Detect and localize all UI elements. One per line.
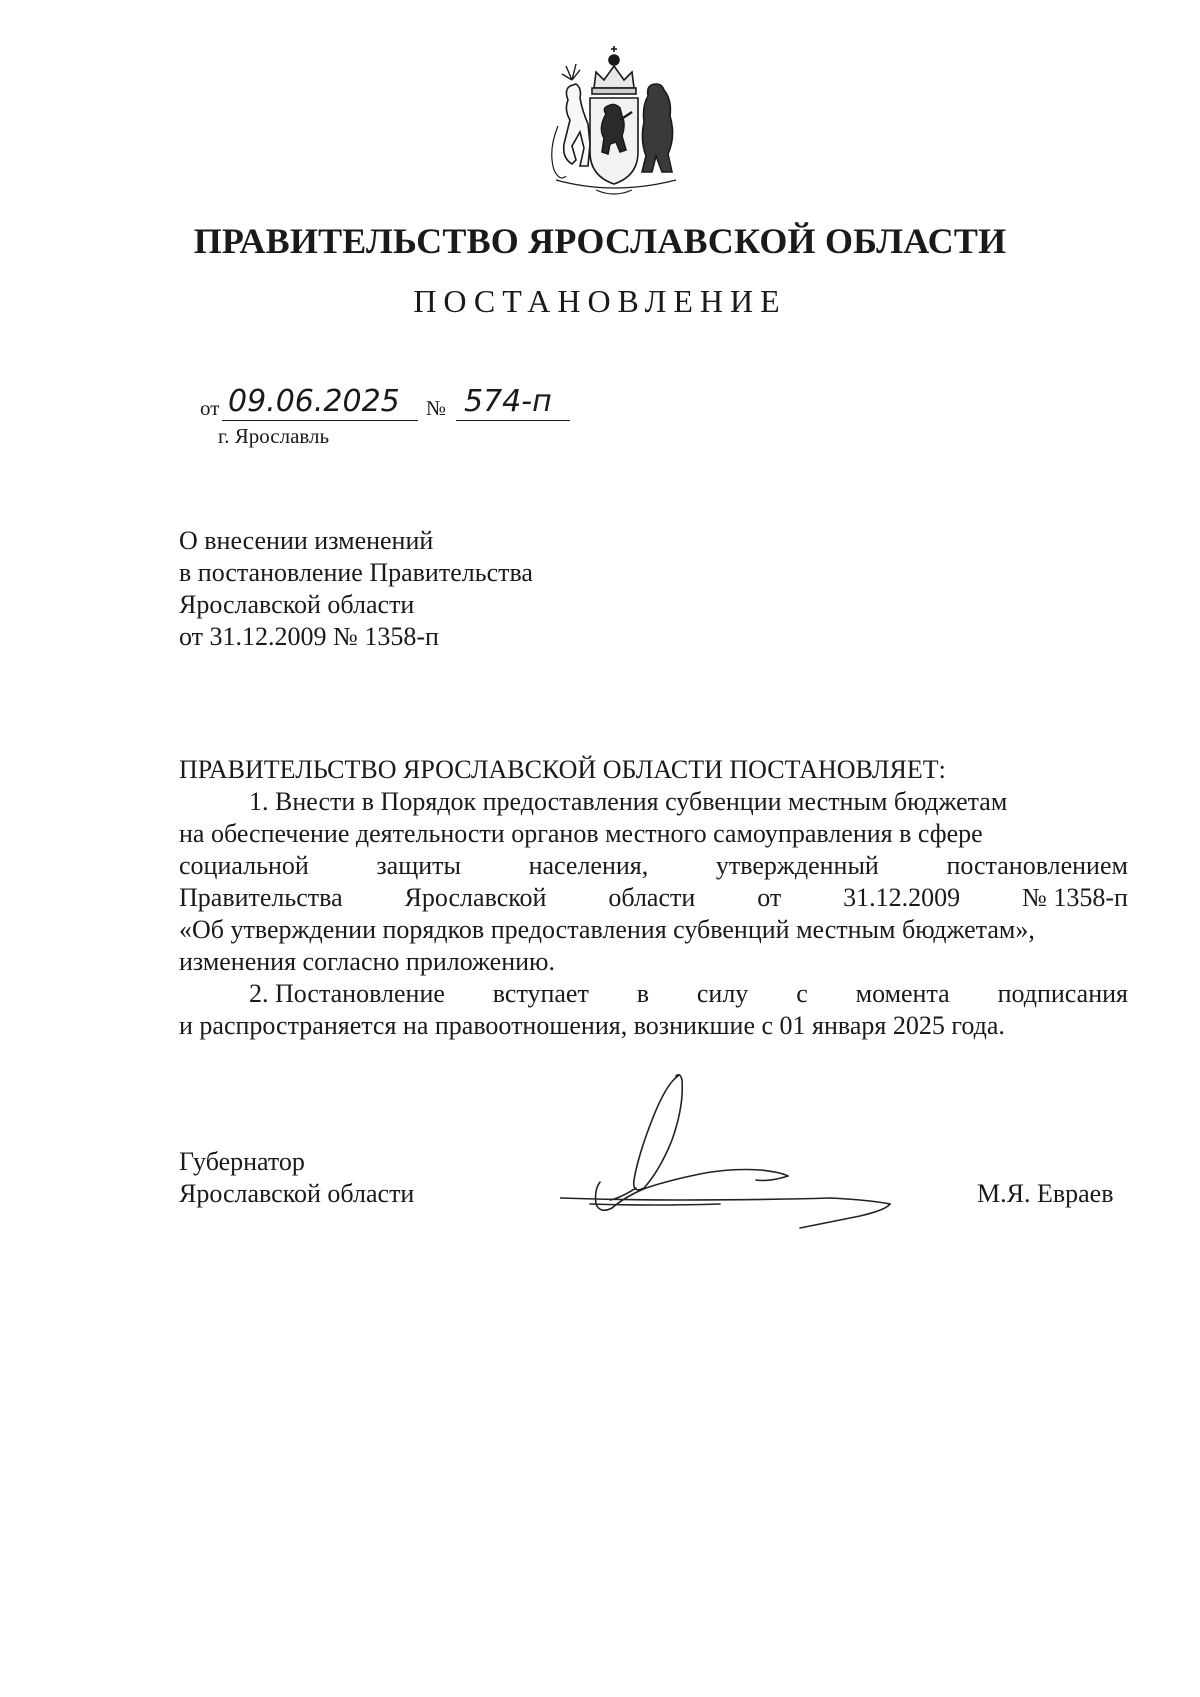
subject-line: О внесении изменений (179, 526, 434, 555)
word: Ярославской (404, 883, 547, 912)
paragraph-2-line (179, 978, 1128, 1010)
paragraph-1-line (179, 786, 1128, 818)
word: с (796, 979, 808, 1008)
word: в (636, 979, 649, 1008)
document-type: ПОСТАНОВЛЕНИЕ (413, 283, 787, 319)
word: социальной (179, 851, 309, 880)
paragraph-2-line: и распространяется на правоотношения, возникшие с 01 января 2025 года. (179, 1011, 1005, 1040)
word: силу (696, 979, 749, 1008)
word: момента (855, 979, 950, 1008)
organization-title: ПРАВИТЕЛЬСТВО ЯРОСЛАВСКОЙ ОБЛАСТИ (193, 221, 1007, 261)
yaroslavl-coat-of-arms-icon (536, 40, 692, 200)
text-run: 1. Внести в Порядок предоставления субвенции местным бюджетам (249, 787, 1008, 816)
position-line: Губернатор (179, 1147, 305, 1176)
document-body (179, 786, 1128, 1042)
date-prefix: от (200, 396, 220, 420)
word: области (608, 883, 696, 912)
position-line: Ярославской области (179, 1179, 415, 1208)
paragraph-1-line (179, 850, 1128, 882)
signatory-position (179, 1146, 414, 1210)
word: Правительства (179, 883, 343, 912)
handwritten-signature (560, 1070, 940, 1240)
paragraph-1-line: «Об утверждении порядков предоставления субвенций местным бюджетам», (179, 915, 1035, 944)
paragraph-1-line: изменения согласно приложению. (179, 947, 555, 976)
word: № 1358-п (1022, 883, 1128, 912)
word: населения, (528, 851, 649, 880)
word: утвержденный (715, 851, 879, 880)
word: подписания (997, 979, 1128, 1008)
document-date: 09.06.2025 (222, 384, 418, 421)
word: 2. Постановление (249, 979, 445, 1008)
paragraph-1-line (179, 882, 1128, 914)
document-subject (179, 525, 533, 653)
word: защиты (376, 851, 461, 880)
word: от (757, 883, 782, 912)
word: 31.12.2009 (843, 883, 961, 912)
number-sign: № (426, 396, 447, 420)
paragraph-1-line: на обеспечение деятельности органов местного самоуправления в сфере (179, 819, 983, 848)
preamble: ПРАВИТЕЛЬСТВО ЯРОСЛАВСКОЙ ОБЛАСТИ ПОСТАНОВЛЯЕТ: (179, 755, 946, 784)
subject-line: в постановление Правительства (179, 558, 533, 587)
word: вступает (492, 979, 589, 1008)
word: постановлением (946, 851, 1128, 880)
signatory-name: М.Я. Евраев (977, 1179, 1114, 1208)
city: г. Ярославль (218, 424, 330, 448)
document-number: 574-п (456, 384, 570, 421)
subject-line: Ярославской области (179, 590, 415, 619)
subject-line: от 31.12.2009 № 1358-п (179, 622, 439, 651)
